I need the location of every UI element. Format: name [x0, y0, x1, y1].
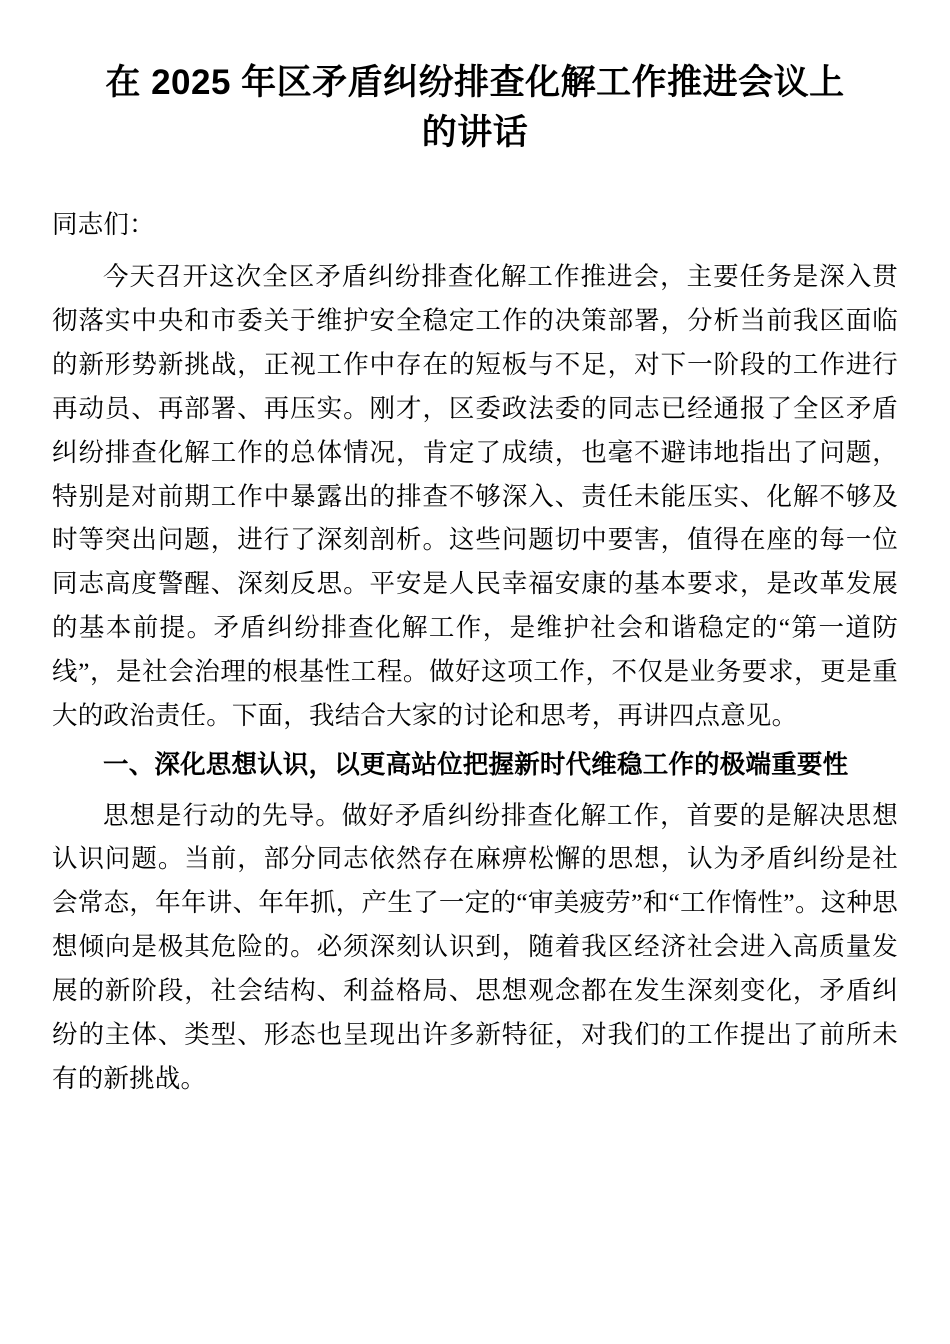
body-paragraph-1: 今天召开这次全区矛盾纠纷排查化解工作推进会，主要任务是深入贯彻落实中央和市委关于维护安全稳定工作的决策部署，分析当前我区面临的新形势新挑战，正视工作中存在的短板与不足，对下一阶段的工作进行再动员、再部署、再压实。刚才，区委政法委的同志已经通报了全区矛盾纠纷排查化解工作的总体情况，肯定了成绩，也毫不避讳地指出了问题，特别是对前期工作中暴露出的排查不够深入、责任未能压实、化解不够及时等突出问题，进行了深刻剖析。这些问题切中要害，值得在座的每一位同志高度警醒、深刻反思。平安是人民幸福安康的基本要求，是改革发展的基本前提。矛盾纠纷排查化解工作，是维护社会和谐稳定的“第一道防线”，是社会治理的根基性工程。做好这项工作，不仅是业务要求，更是重大的政治责任。下面，我结合大家的讨论和思考，再讲四点意见。: [52, 262, 898, 730]
section-heading-1: 一、深化思想认识，以更高站位把握新时代维稳工作的极端重要性: [103, 750, 849, 779]
body-paragraph-2: 思想是行动的先导。做好矛盾纠纷排查化解工作，首要的是解决思想认识问题。当前，部分同志依然存在麻痹松懈的思想，认为矛盾纠纷是社会常态，年年讲、年年抓，产生了一定的“审美疲劳”和“工作惰性”。这种思想倾向是极其危险的。必须深刻认识到，随着我区经济社会进入高质量发展的新阶段，社会结构、利益格局、思想观念都在发生深刻变化，矛盾纠纷的主体、类型、形态也呈现出许多新特征，对我们的工作提出了前所未有的新挑战。: [52, 800, 898, 1093]
document-title: 在 2025 年区矛盾纠纷排查化解工作推进会议上的讲话: [105, 63, 845, 152]
salutation: 同志们：: [52, 210, 155, 240]
